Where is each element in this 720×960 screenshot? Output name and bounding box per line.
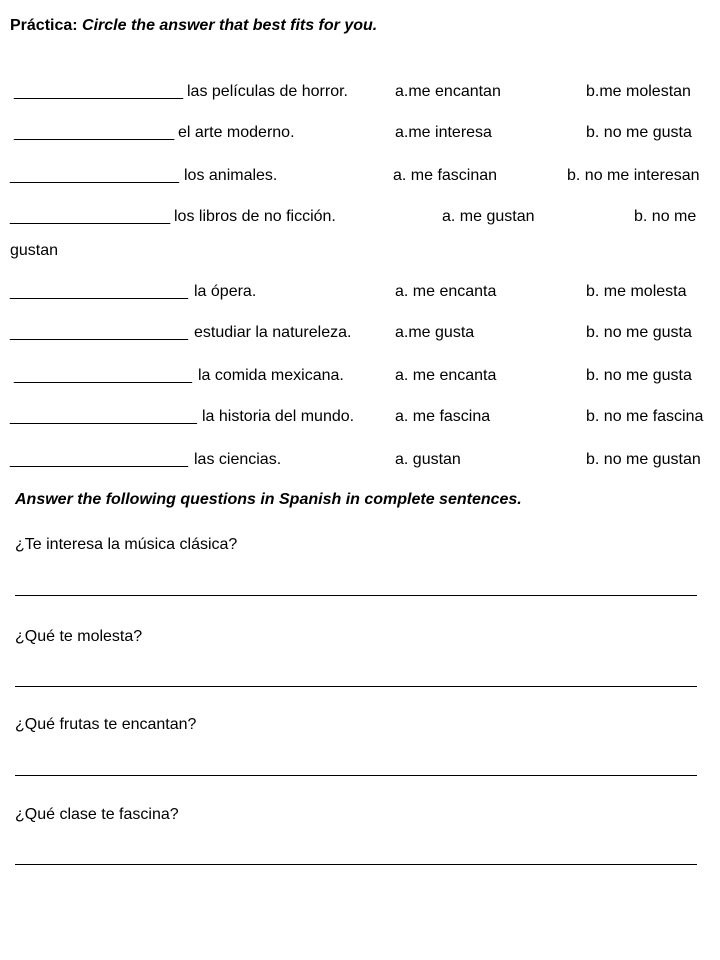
title-label: Práctica: xyxy=(10,17,78,34)
section2-instruction: Answer the following questions in Spanish in complete sentences. xyxy=(15,491,522,508)
option-a[interactable]: a. me gustan xyxy=(442,208,535,225)
option-a[interactable]: a. me fascinan xyxy=(393,167,498,184)
option-a[interactable]: a. me encanta xyxy=(395,367,497,384)
item-blank: ___________________ xyxy=(14,83,184,100)
option-a[interactable]: a. me fascina xyxy=(395,408,491,425)
option-b[interactable]: b. me molesta xyxy=(586,283,687,300)
option-b[interactable]: b. no me gustan xyxy=(586,451,701,468)
option-b[interactable]: b. no me gusta xyxy=(586,324,692,341)
item-phrase: los animales. xyxy=(184,167,278,184)
option-b[interactable]: b.me molestan xyxy=(586,83,691,100)
option-b[interactable]: b. no me gusta xyxy=(586,367,692,384)
item-phrase: las películas de horror. xyxy=(187,83,348,100)
item-blank: _____________________ xyxy=(10,408,197,425)
option-b[interactable]: b. no me gusta xyxy=(586,124,692,141)
item-blank: __________________ xyxy=(10,208,171,225)
option-b-wrap[interactable]: gustan xyxy=(10,242,59,259)
title-instruction: Circle the answer that best fits for you. xyxy=(82,17,378,34)
item-blank: ____________________ xyxy=(14,367,192,384)
option-a[interactable]: a. me encanta xyxy=(395,283,497,300)
option-b[interactable]: b. no me interesan xyxy=(567,167,700,184)
option-b[interactable]: b. no me fascina xyxy=(586,408,704,425)
answer-line-3[interactable] xyxy=(15,775,697,776)
answer-line-4[interactable] xyxy=(15,864,697,865)
item-phrase: la historia del mundo. xyxy=(202,408,355,425)
option-a[interactable]: a.me encantan xyxy=(395,83,501,100)
question-4: ¿Qué clase te fascina? xyxy=(15,806,179,823)
answer-line-1[interactable] xyxy=(15,595,697,596)
question-1: ¿Te interesa la música clásica? xyxy=(15,536,238,553)
option-a[interactable]: a. gustan xyxy=(395,451,461,468)
item-phrase: la ópera. xyxy=(194,283,257,300)
answer-line-2[interactable] xyxy=(15,686,697,687)
option-b[interactable]: b. no me xyxy=(634,208,697,225)
question-2: ¿Qué te molesta? xyxy=(15,628,143,645)
item-phrase: la comida mexicana. xyxy=(198,367,344,384)
item-blank: ___________________ xyxy=(10,167,180,184)
item-phrase: los libros de no ficción. xyxy=(174,208,336,225)
option-a[interactable]: a.me interesa xyxy=(395,124,492,141)
question-3: ¿Qué frutas te encantan? xyxy=(15,716,197,733)
item-blank: ____________________ xyxy=(10,451,188,468)
page-title xyxy=(10,16,377,36)
item-phrase: estudiar la natureleza. xyxy=(194,324,352,341)
option-a[interactable]: a.me gusta xyxy=(395,324,475,341)
item-blank: __________________ xyxy=(14,124,175,141)
item-phrase: las ciencias. xyxy=(194,451,282,468)
item-phrase: el arte moderno. xyxy=(178,124,295,141)
item-blank: ____________________ xyxy=(10,324,188,341)
item-blank: ____________________ xyxy=(10,283,188,300)
